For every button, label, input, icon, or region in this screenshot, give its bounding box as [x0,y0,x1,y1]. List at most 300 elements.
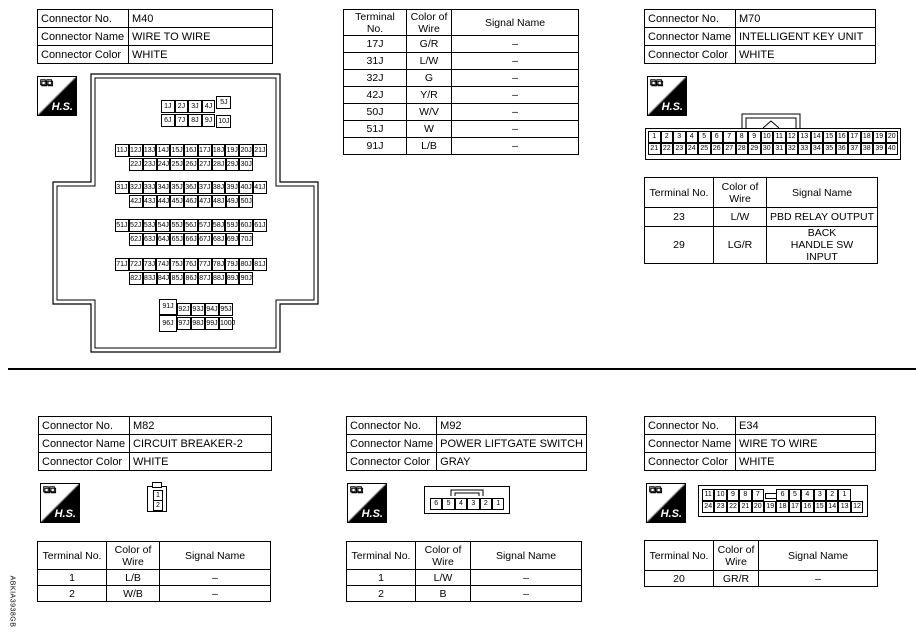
label: Connector No. [39,417,130,435]
wire-color: Y/R [407,87,452,104]
signal-name: – [452,53,579,70]
pin-cell: 18 [776,501,788,513]
signal-name: – [759,571,878,587]
pin-cell: 16J [184,144,198,157]
header-color: Color of Wire [107,542,160,570]
connector-glyph-icon: ⧉⧉ [43,485,56,496]
pin-cell: 12 [786,131,799,143]
connector-glyph-icon: ⧉⧉ [350,485,363,496]
label: Connector Name [347,435,437,453]
pin-cell: 36J [184,181,198,194]
header-color: Color of Wire [714,178,767,208]
pin-cell: 31 [773,143,786,155]
pin-cell: 33J [143,181,157,194]
pin-cell: 44J [157,195,171,208]
pin-cell: 1 [648,131,661,143]
terminal-no: 31J [344,53,407,70]
m82-connector-diagram [147,482,167,512]
pin-cell: 1 [153,490,163,501]
pin-cell: 7 [723,131,736,143]
pin-cell: 1 [492,498,504,510]
m40-info-table [37,9,273,64]
wire-color: G [407,70,452,87]
pin-cell: 5 [789,489,801,501]
wire-color: B [416,586,471,602]
section-divider [8,368,916,370]
harness-side-icon [40,483,80,523]
value: WHITE [736,453,876,471]
pin-cell: 12J [129,144,143,157]
pin-cell: 28 [736,143,749,155]
pin-cell: 28J [212,158,226,171]
pin-cell: 32J [129,181,143,194]
table-row [38,586,271,602]
pin-cell: 98J [191,317,205,330]
pin-cell: 93J [191,303,205,316]
signal-name: – [452,36,579,53]
signal-name: – [471,586,582,602]
pin-cell: 69J [226,233,240,246]
pin-cell: 39J [225,181,239,194]
label: Connector No. [38,10,129,28]
table-row [38,570,271,586]
pin-cell: 70J [239,233,253,246]
hs-label: H.S. [51,101,73,113]
table-row [344,138,579,155]
pin-cell: 29J [226,158,240,171]
hs-label: H.S. [661,101,683,113]
table-row [344,36,579,53]
pin-cell: 32 [786,143,799,155]
pin-cell: 37 [848,143,861,155]
pin-cell: 21 [739,501,751,513]
header-terminal: Terminal No. [645,178,714,208]
pin-cell: 24J [157,158,171,171]
terminal-no: 42J [344,87,407,104]
harness-side-icon [347,483,387,523]
table-row [344,104,579,121]
pin-cell: 85J [170,272,184,285]
label: Connector Name [645,28,736,46]
label: Connector No. [645,417,736,435]
header-signal: Signal Name [471,542,582,570]
pin-cell: 55J [170,219,184,232]
table-row [344,70,579,87]
pin-cell: 88J [212,272,226,285]
pin-cell: 84J [157,272,171,285]
pin-cell: 60J [239,219,253,232]
pin-cell: 3J [188,100,202,113]
pin-cell: 43J [143,195,157,208]
terminal-no: 23 [645,208,714,227]
label: Connector Color [39,453,130,471]
pin-cell: 27 [723,143,736,155]
pin-cell: 92J [177,303,191,316]
label: Connector Color [347,453,437,471]
pin-cell: 38J [212,181,226,194]
terminal-no: 50J [344,104,407,121]
header-terminal: Terminal No. [38,542,107,570]
value: CIRCUIT BREAKER-2 [130,435,272,453]
pin-cell: 13 [798,131,811,143]
hs-label: H.S. [54,508,76,520]
pin-cell: 2 [661,131,674,143]
pin-cell: 39 [873,143,886,155]
pin-cell: 95J [219,303,233,316]
pin-cell: 4 [455,498,467,510]
table-row [645,227,878,264]
pin-cell: 96J [159,315,177,332]
pin-cell: 81J [253,258,267,271]
pin-cell: 40 [886,143,899,155]
signal-name: – [452,70,579,87]
m70-connector-diagram [645,112,901,160]
pin-cell: 13J [143,144,157,157]
pin-cell: 67J [198,233,212,246]
pin-cell: 15 [823,131,836,143]
pin-cell: 11 [702,489,714,501]
pin-cell: 34J [156,181,170,194]
signal-name: – [160,586,271,602]
pin-cell: 24 [686,143,699,155]
wire-color: W/B [107,586,160,602]
wire-color: W [407,121,452,138]
pin-cell: 12 [851,501,863,513]
pin-cell: 94J [205,303,219,316]
signal-name: – [452,87,579,104]
m40-terminal-table [343,9,579,155]
pin-cell: 79J [225,258,239,271]
header-signal: Signal Name [767,178,878,208]
pin-cell: 78J [212,258,226,271]
table-row [344,121,579,138]
pin-cell: 50J [239,195,253,208]
pin-cell: 15J [170,144,184,157]
pin-cell: 30J [239,158,253,171]
value: INTELLIGENT KEY UNIT [736,28,876,46]
pin-cell: 3 [814,489,826,501]
pin-cell: 34 [811,143,824,155]
value: WHITE [129,46,273,64]
pin-cell: 11J [115,144,129,157]
terminal-no: 2 [347,586,416,602]
value: M70 [736,10,876,28]
connector-glyph-icon: ⧉⧉ [650,78,663,89]
pin-cell: 1J [161,100,175,113]
pin-cell: 14 [826,501,838,513]
pin-cell: 8J [188,114,202,127]
pin-cell: 26J [184,158,198,171]
pin-cell: 58J [212,219,226,232]
wire-color: L/B [107,570,160,586]
m82-terminal-table [37,541,271,602]
header-terminal: Terminal No. [645,541,714,571]
pin-cell: 19 [764,501,776,513]
pin-cell: 30 [761,143,774,155]
pin-cell: 46J [184,195,198,208]
header-signal: Signal Name [160,542,271,570]
signal-name: – [471,570,582,586]
pin-cell: 40J [239,181,253,194]
m70-terminal-table [644,177,878,264]
pin-cell: 82J [129,272,143,285]
wire-color: L/W [714,208,767,227]
e34-connector-diagram [698,485,868,517]
value: M82 [130,417,272,435]
pin-cell: 2 [153,500,163,511]
pin-cell: 77J [198,258,212,271]
header-color: Color of Wire [416,542,471,570]
pin-cell: 3 [467,498,479,510]
pin-cell: 8 [736,131,749,143]
pin-cell: 2J [175,100,189,113]
label: Connector No. [645,10,736,28]
pin-cell: 33 [798,143,811,155]
terminal-no: 1 [347,570,416,586]
pin-cell: 91J [159,299,177,315]
pin-cell: 64J [157,233,171,246]
pin-cell: 22 [727,501,739,513]
m92-info-table [346,416,587,471]
label: Connector Name [39,435,130,453]
pin-cell: 62J [129,233,143,246]
pin-cell: 5 [698,131,711,143]
pin-cell: 24 [702,501,714,513]
wire-color: W/V [407,104,452,121]
pin-cell: 36 [836,143,849,155]
pin-cell: 51J [115,219,129,232]
pin-cell: 42J [129,195,143,208]
pin-cell: 52J [129,219,143,232]
pin-cell: 4J [202,100,216,113]
label: Connector Color [645,46,736,64]
header-color: Color of Wire [714,541,759,571]
wire-color: L/W [416,570,471,586]
pin-cell: 7J [175,114,189,127]
table-row [344,53,579,70]
value: WIRE TO WIRE [736,435,876,453]
pin-cell: 14J [156,144,170,157]
terminal-no: 91J [344,138,407,155]
pin-cell: 97J [177,317,191,330]
terminal-no: 51J [344,121,407,138]
pin-cell: 9 [748,131,761,143]
pin-cell: 29 [748,143,761,155]
pin-cell: 38 [861,143,874,155]
pin-cell: 20 [752,501,764,513]
terminal-no: 1 [38,570,107,586]
pin-cell: 17 [789,501,801,513]
value: GRAY [437,453,587,471]
pin-cell: 87J [198,272,212,285]
harness-side-icon [646,483,686,523]
signal-name: PBD RELAY OUTPUT [767,208,878,227]
pin-cell: 22 [661,143,674,155]
pin-cell: 41J [253,181,267,194]
pin-cell: 10 [714,489,726,501]
pin-cell: 59J [225,219,239,232]
pin-cell: 68J [212,233,226,246]
pin-cell: 21J [253,144,267,157]
header-signal: Signal Name [759,541,878,571]
terminal-no: 17J [344,36,407,53]
pin-cell: 75J [170,258,184,271]
pin-cell: 48J [212,195,226,208]
signal-name: – [452,138,579,155]
label: Connector Color [38,46,129,64]
pin-cell: 9 [727,489,739,501]
pin-cell: 47J [198,195,212,208]
pin-cell: 25J [170,158,184,171]
pin-cell: 11 [773,131,786,143]
pin-cell: 6 [711,131,724,143]
pin-cell: 56J [184,219,198,232]
m92-connector-diagram [424,486,510,514]
pin-cell: 7 [752,489,764,501]
e34-info-table [644,416,876,471]
pin-cell: 76J [184,258,198,271]
pin-cell: 5 [442,498,454,510]
pin-cell: 66J [184,233,198,246]
pin-cell: 15 [814,501,826,513]
pin-cell: 99J [205,317,219,330]
wire-color: L/B [407,138,452,155]
pin-cell: 53J [143,219,157,232]
pin-cell: 73J [143,258,157,271]
pin-cell: 31J [115,181,129,194]
pin-cell: 13 [838,501,850,513]
pin-cell: 3 [673,131,686,143]
header-color: Color of Wire [407,10,452,36]
table-row [344,87,579,104]
table-row [347,570,582,586]
pin-cell: 18 [861,131,874,143]
wire-color: G/R [407,36,452,53]
pin-cell: 65J [170,233,184,246]
pin-cell: 18J [212,144,226,157]
harness-side-icon [647,76,687,116]
pin-cell: 23J [143,158,157,171]
header-signal: Signal Name [452,10,579,36]
label: Connector Name [38,28,129,46]
pin-cell: 23 [673,143,686,155]
pin-cell: 35 [823,143,836,155]
pin-cell: 45J [170,195,184,208]
pin-cell: 19 [873,131,886,143]
pin-cell: 5J [216,96,231,109]
pin-cell: 17 [848,131,861,143]
pin-cell: 74J [156,258,170,271]
label: Connector No. [347,417,437,435]
terminal-no: 29 [645,227,714,264]
pin-cell: 37J [198,181,212,194]
table-row [645,571,878,587]
value: WHITE [736,46,876,64]
header-terminal: Terminal No. [344,10,407,36]
hs-label: H.S. [660,508,682,520]
pin-cell: 6 [430,498,442,510]
wire-color: LG/R [714,227,767,264]
pin-cell: 16 [801,501,813,513]
pin-cell: 2 [480,498,492,510]
pin-cell: 86J [184,272,198,285]
pin-cell: 71J [115,258,129,271]
figure-code: ABKIA3938GB [8,575,16,628]
table-row [347,586,582,602]
pin-cell: 22J [129,158,143,171]
pin-cell: 9J [202,114,216,127]
pin-cell: 89J [226,272,240,285]
pin-cell: 4 [801,489,813,501]
pin-cell: 2 [826,489,838,501]
wire-color: L/W [407,53,452,70]
m82-info-table [38,416,272,471]
signal-name: – [452,104,579,121]
value: M92 [437,417,587,435]
signal-name: – [452,121,579,138]
pin-cell: 80J [239,258,253,271]
signal-name: – [160,570,271,586]
pin-cell: 20 [886,131,899,143]
pin-cell: 10 [761,131,774,143]
pin-cell: 16 [836,131,849,143]
label: Connector Name [645,435,736,453]
pin-cell: 4 [686,131,699,143]
value: E34 [736,417,876,435]
pin-cell: 20J [239,144,253,157]
pin-cell: 57J [198,219,212,232]
pin-cell: 26 [711,143,724,155]
pin-cell: 63J [143,233,157,246]
pin-cell: 19J [225,144,239,157]
connector-glyph-icon: ⧉⧉ [649,485,662,496]
m70-info-table [644,9,876,64]
terminal-no: 2 [38,586,107,602]
pin-cell: 27J [198,158,212,171]
pin-cell: 6J [161,114,175,127]
pin-cell: 25 [698,143,711,155]
value: WIRE TO WIRE [129,28,273,46]
table-row [645,208,878,227]
terminal-no: 20 [645,571,714,587]
pin-cell: 72J [129,258,143,271]
pin-cell: 90J [239,272,253,285]
pin-cell: 6 [776,489,788,501]
pin-cell: 10J [216,115,231,128]
header-terminal: Terminal No. [347,542,416,570]
pin-cell: 49J [226,195,240,208]
pin-cell: 35J [170,181,184,194]
pin-cell: 17J [198,144,212,157]
terminal-no: 32J [344,70,407,87]
pin-cell: 14 [811,131,824,143]
value: POWER LIFTGATE SWITCH [437,435,587,453]
hs-label: H.S. [361,508,383,520]
pin-cell: 8 [739,489,751,501]
pin-cell: 100J [219,317,233,330]
value: M40 [129,10,273,28]
e34-terminal-table [644,540,878,587]
pin-cell: 21 [648,143,661,155]
pin-cell: 23 [714,501,726,513]
wire-color: GR/R [714,571,759,587]
pin-cell: 54J [156,219,170,232]
connector-glyph-icon: ⧉⧉ [40,78,53,89]
value: WHITE [130,453,272,471]
m92-terminal-table [346,541,582,602]
m40-connector-diagram [51,72,320,354]
pin-cell: 61J [253,219,267,232]
